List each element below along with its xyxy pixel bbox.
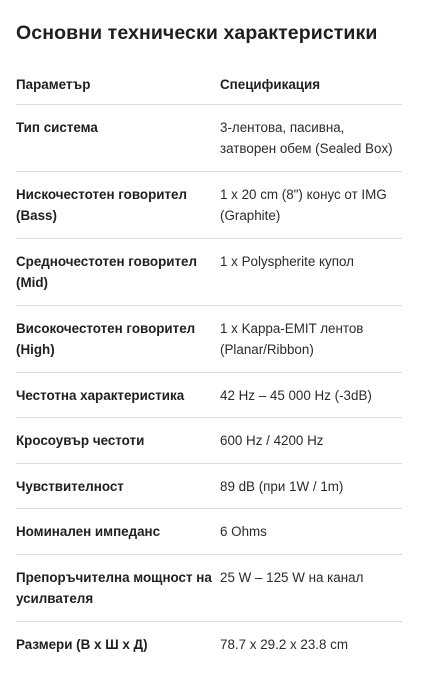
row-specification: 600 Hz / 4200 Hz xyxy=(220,418,402,464)
header-parameter: Параметър xyxy=(16,63,220,104)
row-parameter: Размери (В x Ш x Д) xyxy=(16,636,148,652)
header-specification: Спецификация xyxy=(220,63,402,104)
table-row xyxy=(16,104,402,171)
table-header xyxy=(16,63,402,104)
row-specification: 1 x 20 cm (8") конус от IMG (Graphite) xyxy=(220,171,402,238)
row-parameter: Препоръчителна мощност на усилвателя xyxy=(16,554,220,621)
table-header-row xyxy=(16,63,402,104)
row-specification: 3-лентова, пасивна, затворен обем (Sealed Box) xyxy=(220,104,402,171)
table-row xyxy=(16,621,402,667)
table-row xyxy=(16,171,402,238)
row-specification: 78.7 x 29.2 x 23.8 cm xyxy=(220,636,349,652)
table-row xyxy=(16,372,402,418)
table-row xyxy=(16,463,402,509)
table-row xyxy=(16,418,402,464)
row-specification: 25 W – 125 W на канал xyxy=(220,554,402,621)
row-parameter: Тип система xyxy=(16,104,220,171)
table-row xyxy=(16,554,402,621)
table-row xyxy=(16,305,402,372)
row-parameter: Номинален импеданс xyxy=(16,509,220,555)
table-row xyxy=(16,238,402,305)
page-title: Основни технически характеристики xyxy=(16,22,378,44)
row-parameter: Високочестотен говорител (High) xyxy=(16,305,220,372)
row-parameter: Честотна характеристика xyxy=(16,372,220,418)
row-specification: 42 Hz – 45 000 Hz (-3dB) xyxy=(220,372,402,418)
row-parameter: Кросоувър честоти xyxy=(16,418,220,464)
row-parameter: Нискочестотен говорител (Bass) xyxy=(16,171,220,238)
row-specification: 6 Ohms xyxy=(220,509,402,555)
row-specification: 1 x Polyspherite купол xyxy=(220,238,402,305)
table-body xyxy=(16,104,402,667)
row-parameter: Чувствителност xyxy=(16,463,220,509)
row-specification: 1 x Kappa-EMIT лентов (Planar/Ribbon) xyxy=(220,305,402,372)
row-parameter: Средночестотен говорител (Mid) xyxy=(16,238,220,305)
row-specification: 89 dB (при 1W / 1m) xyxy=(220,463,402,509)
table-row xyxy=(16,509,402,555)
spec-table xyxy=(16,63,402,667)
